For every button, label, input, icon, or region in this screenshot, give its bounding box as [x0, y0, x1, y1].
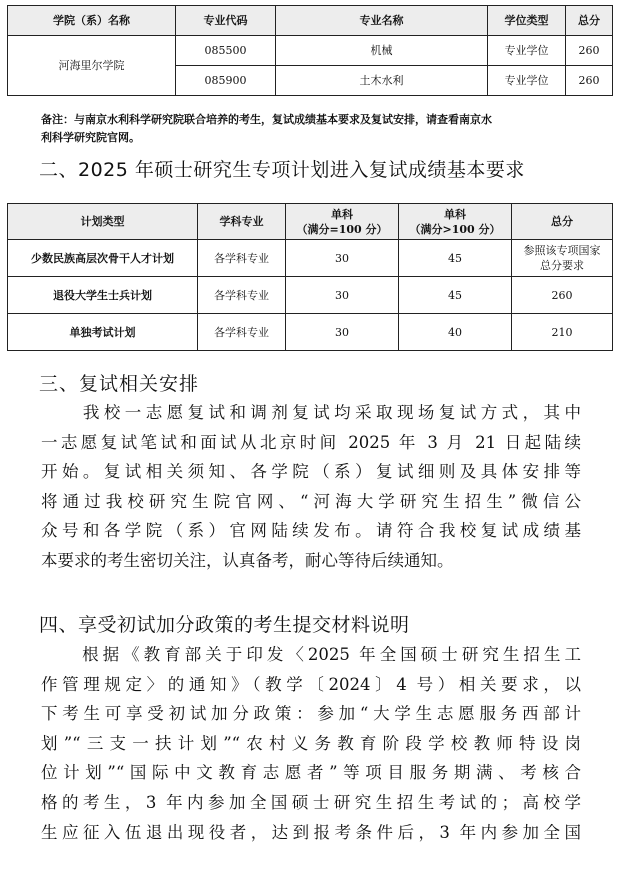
- header-major: 专业名称: [276, 6, 488, 36]
- table-note: [41, 111, 581, 147]
- subject: 各学科专业: [198, 314, 286, 351]
- degree-type: 专业学位: [488, 66, 566, 96]
- plan-type: 少数民族高层次骨干人才计划: [8, 240, 198, 277]
- header-total: 总分: [566, 6, 613, 36]
- single-score-100: 30: [286, 314, 399, 351]
- table-header-row: [8, 6, 613, 36]
- paragraph-line: 作管理规定〉的通知》（教学〔2024〕4 号）相关要求，以: [41, 674, 581, 694]
- major-name: 机械: [276, 36, 488, 66]
- paragraph-line: 格的考生，3 年内参加全国硕士研究生招生考试的；高校学: [41, 792, 581, 812]
- paragraph-line: 生应征入伍退出现役者，达到报考条件后，3 年内参加全国: [41, 822, 581, 842]
- single-score-100: 30: [286, 240, 399, 277]
- note-line: 利科学研究院官网。: [41, 131, 140, 144]
- table-row: [8, 36, 613, 66]
- header-college: 学院（系）名称: [8, 6, 176, 36]
- paragraph-line: 我校一志愿复试和调剂复试均采取现场复试方式，其中: [41, 403, 581, 422]
- section-2-heading: 二、2025 年硕士研究生专项计划进入复试成绩基本要求: [39, 159, 525, 181]
- section-3-paragraph: [41, 398, 581, 576]
- table-row: [8, 240, 613, 277]
- major-code: 085500: [176, 36, 276, 66]
- total-score: 260: [566, 36, 613, 66]
- header-degree: 学位类型: [488, 6, 566, 36]
- header-single-100: 单科 （满分=100 分）: [286, 204, 399, 240]
- college-name: 河海里尔学院: [8, 36, 176, 96]
- section-4-paragraph: [41, 640, 581, 847]
- paragraph-line: 划”“三支一扶计划”“农村义务教育阶段学校教师特设岗: [41, 733, 581, 753]
- paragraph-line: 众号和各学院（系）官网陆续发布。请符合我校复试成绩基: [41, 521, 581, 541]
- degree-type: 专业学位: [488, 36, 566, 66]
- major-name: 土木水利: [276, 66, 488, 96]
- paragraph-line: 根据《教育部关于印发〈2025 年全国硕士研究生招生工: [41, 645, 581, 664]
- table-row: [8, 314, 613, 351]
- plan-type: 退役大学生士兵计划: [8, 277, 198, 314]
- paragraph-line: 下考生可享受初试加分政策：参加“大学生志愿服务西部计: [41, 704, 581, 724]
- single-score-over-100: 45: [399, 240, 512, 277]
- single-score-100: 30: [286, 277, 399, 314]
- header-code: 专业代码: [176, 6, 276, 36]
- single-score-over-100: 40: [399, 314, 512, 351]
- subject: 各学科专业: [198, 240, 286, 277]
- table-header-row: [8, 204, 613, 240]
- header-single-over-100: 单科 （满分>100 分）: [399, 204, 512, 240]
- section-4-heading: 四、享受初试加分政策的考生提交材料说明: [39, 614, 410, 636]
- subject: 各学科专业: [198, 277, 286, 314]
- table-row: [8, 277, 613, 314]
- total-score: 260: [566, 66, 613, 96]
- paragraph-line: 将通过我校研究生院官网、“河海大学研究生招生”微信公: [41, 491, 581, 511]
- header-subject: 学科专业: [198, 204, 286, 240]
- major-code: 085900: [176, 66, 276, 96]
- paragraph-line: 位计划”“国际中文教育志愿者”等项目服务期满、考核合: [41, 763, 581, 783]
- total-score: 260: [512, 277, 613, 314]
- special-plan-table: [7, 203, 613, 351]
- note-line: 备注：与南京水利科学研究院联合培养的考生，复试成绩基本要求及复试安排，请查看南京水: [41, 113, 492, 126]
- section-3-heading: 三、复试相关安排: [39, 373, 200, 395]
- paragraph-line: 开始。复试相关须知、各学院（系）复试细则及具体安排等: [41, 462, 581, 482]
- plan-type: 单独考试计划: [8, 314, 198, 351]
- total-score: 参照该专项国家 总分要求: [512, 240, 613, 277]
- paragraph-line: 本要求的考生密切关注，认真备考，耐心等待后续通知。: [41, 550, 454, 570]
- header-total: 总分: [512, 204, 613, 240]
- paragraph-line: 一志愿复试笔试和面试从北京时间 2025 年 3 月 21 日起陆续: [41, 432, 581, 452]
- total-score: 210: [512, 314, 613, 351]
- single-score-over-100: 45: [399, 277, 512, 314]
- college-score-table: [7, 5, 613, 96]
- header-plan: 计划类型: [8, 204, 198, 240]
